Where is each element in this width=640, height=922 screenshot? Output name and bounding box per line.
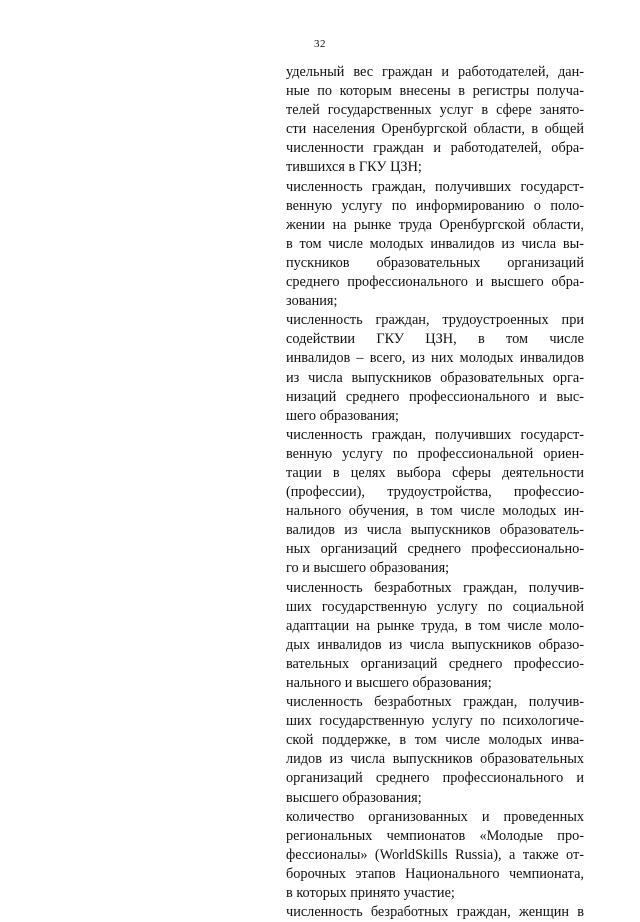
text-line: венную услугу по информированию о поло-: [286, 197, 584, 214]
text-line: ской поддержке, в том числе молодых инва-: [286, 732, 584, 749]
text-line: в которых принято участие;: [286, 885, 455, 902]
text-line: (профессии), трудоустройства, профессио-: [286, 484, 584, 501]
text-line: количество организованных и проведенных: [286, 808, 584, 825]
text-line: пускников образовательных организаций: [286, 254, 584, 271]
text-line: высшего образования;: [286, 789, 422, 806]
text-line: содействии ГКУ ЦЗН, в том числе: [286, 331, 584, 348]
text-line: валидов из числа выпускников образователь-: [286, 522, 584, 539]
body-text-column: [286, 63, 584, 922]
text-line: инвалидов – всего, из них молодых инвалидов: [286, 350, 584, 367]
text-line: дых инвалидов из числа выпускников образо-: [286, 636, 584, 653]
text-line: ных организаций среднего профессионально-: [286, 541, 584, 558]
text-line: сти населения Оренбургской области, в общей: [286, 121, 584, 138]
text-line: удельный вес граждан и работодателей, дан-: [286, 64, 584, 80]
text-line: нального обучения, в том числе молодых ин-: [286, 503, 584, 520]
text-line: из числа выпускников образовательных орга-: [286, 369, 584, 386]
text-line: борочных этапов Национального чемпионата,: [286, 865, 584, 882]
text-line: численность граждан, получивших государст-: [286, 178, 584, 195]
text-line: жении на рынке труда Оренбургской области,: [286, 216, 584, 233]
text-line: численность безработных граждан, женщин в: [286, 904, 584, 921]
text-line: низаций среднего профессионального и выс-: [286, 388, 584, 405]
text-line: численность безработных граждан, получив-: [286, 579, 584, 596]
text-line: тации в целях выбора сферы деятельности: [286, 464, 584, 481]
text-line: численность граждан, трудоустроенных при: [286, 312, 584, 329]
text-line: ные по которым внесены в регистры получа-: [286, 83, 584, 100]
text-line: венную услугу по профессиональной ориен-: [286, 445, 584, 462]
page-number: 32: [314, 38, 326, 50]
text-line: численности граждан и работодателей, обра-: [286, 140, 584, 157]
text-line: адаптации на рынке труда, в том числе моло-: [286, 617, 584, 634]
text-line: ших государственную услугу по социальной: [286, 598, 584, 615]
text-line: численность безработных граждан, получив-: [286, 694, 584, 711]
text-line: ших государственную услугу по психологиче-: [286, 713, 584, 730]
text-line: шего образования;: [286, 407, 399, 424]
text-line: региональных чемпионатов «Молодые про-: [286, 827, 584, 844]
text-line: лидов из числа выпускников образовательных: [286, 751, 584, 768]
text-line: среднего профессионального и высшего обра-: [286, 274, 584, 291]
text-line: численность граждан, получивших государст-: [286, 426, 584, 443]
text-line: фессионалы» (WorldSkills Russia), а также от-: [286, 846, 584, 863]
text-line: телей государственных услуг в сфере занято-: [286, 102, 584, 119]
text-line: в том числе молодых инвалидов из числа вы-: [286, 235, 584, 252]
text-line: вательных организаций среднего профессио-: [286, 655, 584, 672]
text-line: тившихся в ГКУ ЦЗН;: [286, 159, 422, 176]
text-line: го и высшего образования;: [286, 560, 450, 577]
text-line: организаций среднего профессионального и: [286, 770, 584, 787]
text-line: зования;: [286, 293, 338, 310]
text-line: нального и высшего образования;: [286, 675, 492, 691]
